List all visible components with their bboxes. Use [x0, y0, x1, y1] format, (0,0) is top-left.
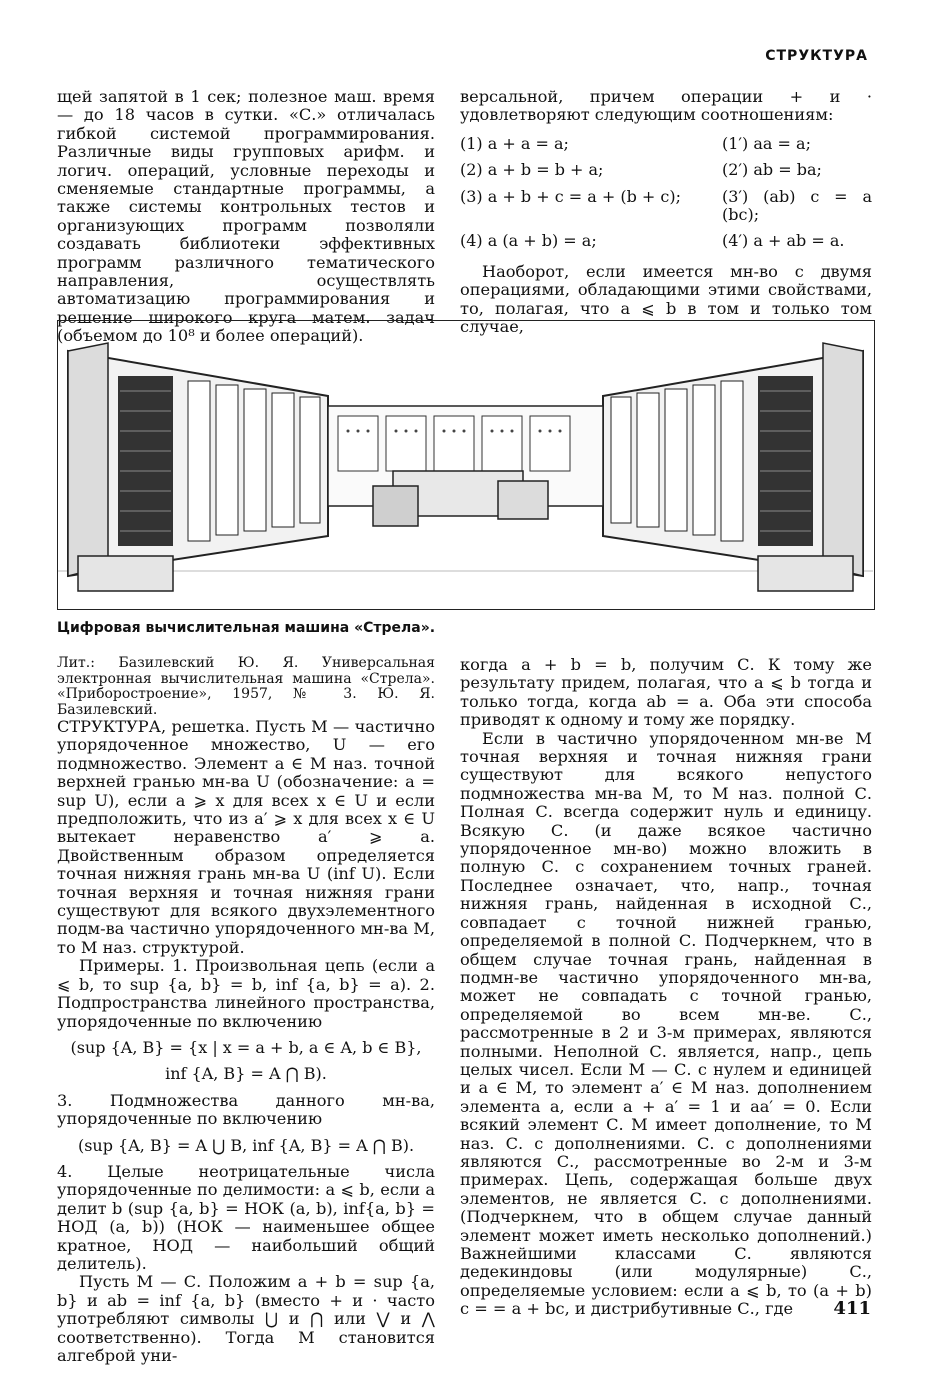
column-bottom-left — [57, 656, 435, 1365]
figure-caption: Цифровая вычислительная машина «Стрела». — [57, 620, 436, 636]
column-top-left — [57, 88, 435, 346]
paragraph: Наоборот, если имеется мн-во с двумя операциями, обладающими этими свойствами, то, полагая, что a ⩽ b в том и только том случае, — [460, 261, 872, 337]
formula: (3) a + b + c = a + (b + c); — [460, 186, 681, 206]
formula: (4) a (a + b) = a; — [460, 231, 597, 251]
formula: (1′) aa = a; — [722, 133, 811, 153]
computer-illustration — [57, 320, 875, 610]
formula: (3′) (ab) c = a (bc); — [722, 186, 872, 225]
formula: (4′) a + ab = a. — [722, 231, 845, 251]
formula: (sup {A, B} = {x | x = a + b, a ∈ A, b ∈ B}, — [70, 1037, 422, 1057]
paragraph: когда a + b = b, получим С. К тому же результату придем, полагая, что a ⩽ b тогда и только тогда, когда ab = a. Оба эти способа приводят к одному и тому же порядку. — [460, 655, 872, 730]
formula: (2) a + b = b + a; — [460, 160, 604, 180]
formula: (2′) ab = ba; — [722, 160, 822, 180]
identities-list — [460, 135, 872, 251]
paragraph: Примеры. 1. Произвольная цепь (если a ⩽ b, то sup {a, b} = b, inf {a, b} = a). 2. Подпространства линейного пространства, упорядоченные по включению — [57, 956, 435, 1031]
paragraph: версальной, причем операции + и · удовлетворяют следующим соотношениям: — [460, 87, 872, 125]
page-number: 411 — [833, 1298, 871, 1319]
paragraph: Если в частично упорядоченном мн-ве M точная верхняя и точная нижняя грани существуют для всякого непустого подмножества мн-ва M, то M наз. полной С. Полная С. всегда содержит нуль и единицу. Всякую С. (и даже всякое частично упорядоченное мн-во) можно вложить в полную С. с сохранением точных граней. Последнее означает, что, напр., точная нижняя грань, найденная в исходной С., совпадает с точной нижней гранью, определяемой в полной С. Подчеркнем, что в общем случае точная грань, найденная в подмн-ве частично упорядоченного мн-ва, может не совпадать с точной гранью, определяемой во всем мн-ве. С., рассмотренные в 2 и 3-м примерах, являются полными. Неполной С. является, напр., цепь целых чисел. Если M — С. с нулем и единицей и a ∈ M, то элемент a′ ∈ M наз. дополнением элемента a, если a + a′ = 1 и aa′ = 0. Если всякий элемент С. M имеет дополнение, то M наз. С. с дополнениями. С. с дополнениями являются С., рассмотренные во 2-м и 3-м примерах. Цепь, содержащая больше двух элементов, не является С. с дополнениями. (Подчеркнем, что в общем случае данный элемент может иметь несколько дополнений.) Важнейшими классами С. являются дедекиндовы (или модулярные) С., определяемые условием: если a ⩽ b, то (a + b) c = = a + bc, и дистрибутивные С., где — [460, 728, 872, 1319]
paragraph: 4. Целые неотрицательные числа упорядоченные по делимости: a ⩽ b, если a делит b (sup {a, b} = НОК (a, b), inf{a, b} = НОД (a, b)) (НОК — наименьшее общее кратное, НОД — наибольший общий делитель). — [57, 1161, 435, 1273]
paragraph: СТРУКТУРА, решетка. Пусть M — частично упорядоченное множество, U — его подмножество. Элемент a ∈ M наз. точной верхней гранью мн-ва U (обозначение: a = sup U), если a ⩾ x для всех x ∈ U и если предположить, что из a′ ⩾ x для всех x ∈ U вытекает неравенство a′ ⩾ a. Двойственным образом определяется точная нижняя грань мн-ва U (inf U). Если точная верхняя и точная нижняя грани существуют для всякого двухэлементного подм-ва частично упорядоченного мн-ва M, то M наз. структурой. — [57, 717, 435, 957]
formula: (sup {A, B} = A ⋃ B, inf {A, B} = A ⋂ B). — [77, 1135, 415, 1155]
paragraph: щей запятой в 1 сек; полезное маш. время — до 18 часов в сутки. «С.» отличалась гибкой системой программирования. Различные виды групповых арифм. и логич. операций, условные переходы и сменяемые стандартные программы, а также системы контрольных тестов и организующих программ позволяли создавать библиотеки эффективных программ различного тематического направления, осуществлять автоматизацию программирования и решение широкого круга матем. задач (объемом до 10⁸ и более операций). — [57, 87, 435, 346]
references: Лит.: Базилевский Ю. Я. Универсальная электронная вычислительная машина «Стрела». «Приборостроение», 1957, № 3. Ю. Я. Базилевский. — [57, 655, 435, 718]
strela-computer-drawing — [58, 321, 873, 608]
paragraph: Пусть M — С. Положим a + b = sup {a, b} и ab = inf {a, b} (вместо + и · часто употребляют символы ⋃ и ⋂ или ⋁ и ⋀ соответственно). Тогда M становится алгеброй уни- — [57, 1272, 435, 1365]
column-top-right — [460, 88, 872, 336]
paragraph: 3. Подмножества данного мн-ва, упорядоченные по включению — [57, 1090, 435, 1129]
formula: inf {A, B} = A ⋂ B). — [165, 1064, 327, 1084]
formula: (1) a + a = a; — [460, 133, 569, 153]
column-bottom-right — [460, 656, 872, 1319]
running-head: СТРУКТУРА — [765, 48, 868, 64]
